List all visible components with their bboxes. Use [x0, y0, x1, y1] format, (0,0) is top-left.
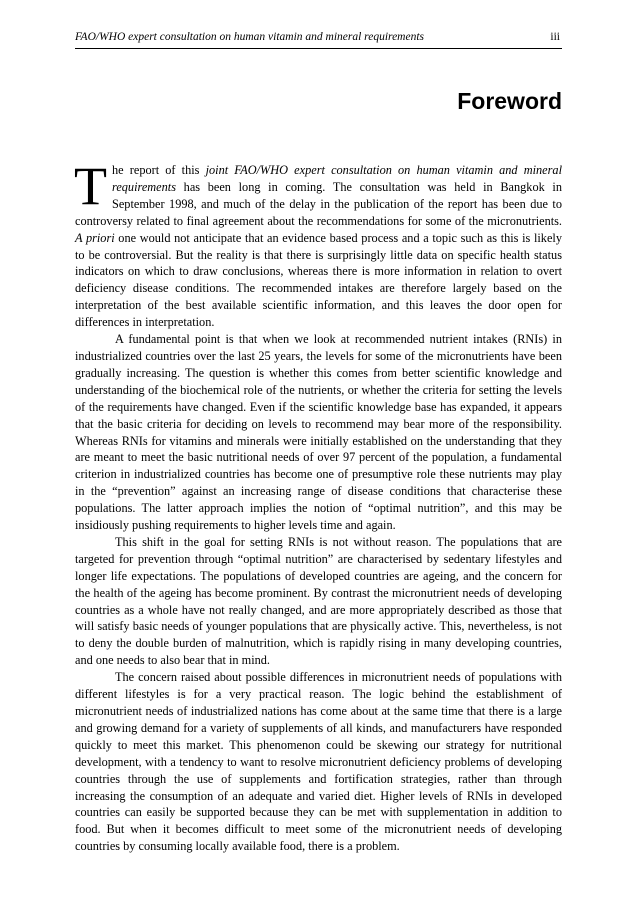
paragraph — [74, 156, 562, 331]
page-number: iii — [550, 31, 560, 43]
body-text — [74, 156, 562, 855]
paragraph — [75, 669, 562, 855]
paragraph — [75, 534, 562, 669]
drop-cap: T — [74, 156, 107, 216]
text-run: has been long in coming. The consultation was held in Bangkok in September 1998, and much of the delay in the publication of the report has been due to controversy related to final agreement about the recommendations for some of the micronutrients. — [75, 179, 562, 228]
paragraph — [75, 331, 562, 534]
italic-text: A priori — [75, 230, 115, 245]
running-header-title: FAO/WHO expert consultation on human vitamin and mineral requirements — [75, 31, 425, 43]
italic-text: joint FAO/WHO expert consultation on human vitamin and mineral requirements — [112, 163, 562, 194]
text-run: This shift in the goal for setting RNIs is not without reason. The populations that are targeted for prevention through “optimal nutrition” are characterised by sedentary lifestyles and longer life expectations. The populations of developed countries are ageing, and the concern for the health of the ageing has become prominent. By contrast the micronutrient needs of developing countries as a whole have not really changed, and are more appropriately described as those that will satisfy basic needs of younger populations that are physically active. This, nevertheless, is not to deny the double burden of malnutrition, which is rapidly rising in many developing countries, and one needs to also bear that in mind. — [75, 534, 562, 668]
running-header — [75, 30, 562, 49]
page-title: Foreword — [457, 88, 562, 114]
text-run: The concern raised about possible differences in micronutrient needs of populations with different lifestyles is for a very practical reason. The logic behind the establishment of micronutrient needs of industrialized nations has come about at the same time that there is a large and growing demand for a variety of supplements of all kinds, and manufacturers have responded quickly to meet this market. This phenomenon could be skewing our strategy for nutritional development, with a tendency to want to resolve micronutrient deficiency problems of developing countries through the use of supplements and fortification strategies, rather than through increasing the consumption of an adequate and varied diet. Higher levels of RNIs in developed countries can easily be supported because they can be met with supplementation in addition to food. But when it becomes difficult to meet some of the micronutrient needs of developing countries by consuming locally available food, there is a problem. — [75, 670, 562, 854]
text-run: he report of this — [112, 163, 206, 177]
text-run: A fundamental point is that when we look at recommended nutrient intakes (RNIs) in industrialized countries over the last 25 years, the levels for some of the micronutrients have been gradually increasing. The question is whether this comes from better scientific knowledge and understanding of the biochemical role of the nutrients, or whether the criteria for setting the levels of the requirements have changed. Even if the scientific knowledge base has expanded, it appears that the basic criteria for deciding on levels to recommend may bear more of the responsibility. Whereas RNIs for vitamins and minerals were initially established on the understanding that they are meant to meet the basic nutritional needs of over 97 percent of the population, a fundamental criterion in industrialized countries has become one of presumptive role these nutrients may play in the “prevention” against an increasing range of disease conditions that characterise these populations. The latter approach implies the notion of “optimal nutrition”, and this may be insidiously pushing requirements to higher levels time and again. — [75, 332, 562, 533]
text-run: one would not anticipate that an evidence based process and a topic such as this is likely to be controversial. But the reality is that there is surprisingly little data on specific health status indicators on which to draw conclusions, whereas there is more information in relation to overt deficiency disease conditions. The recommended intakes are therefore largely based on the interpretation of the best available scientific information, and this leaves the door open for differences in interpretation. — [75, 230, 562, 330]
